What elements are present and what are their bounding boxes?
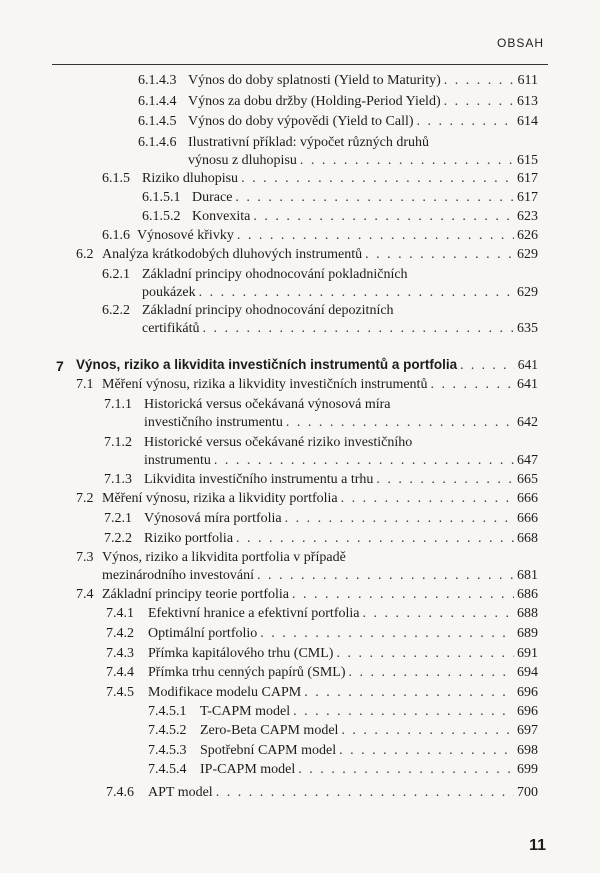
toc-entry[interactable]: 7.4 Základní principy teorie portfolia . . . 686 — [76, 586, 538, 604]
toc-entry[interactable]: 7.2 Měření výnosu, rizika a likvidity portfolia . . . 666 — [76, 490, 538, 508]
toc-entry[interactable]: 7.4.4 Přímka trhu cenných papírů (SML) . . . 694 — [106, 664, 538, 682]
toc-entry[interactable]: 7.4.5.4 IP-CAPM model . . . 699 — [148, 761, 538, 779]
toc-entry[interactable]: 7.4.3 Přímka kapitálového trhu (CML) . . . 691 — [106, 645, 538, 663]
toc-entry[interactable]: 7.4.5.2 Zero-Beta CAPM model . . . 697 — [148, 722, 538, 740]
toc-entry[interactable]: 6.1.5 Riziko dluhopisu . . . 617 — [102, 170, 538, 188]
page-number: 11 — [529, 837, 546, 854]
toc-entry[interactable]: 7.3 Výnos, riziko a likvidita portfolia v případě mezinárodního investování . . . 681 — [76, 549, 538, 585]
toc-entry[interactable]: 6.1.5.1 Durace . . . 617 — [142, 189, 538, 207]
toc-entry[interactable]: 6.2 Analýza krátkodobých dluhových instrumentů . . . 629 — [76, 246, 538, 264]
chapter-number: 7 — [56, 358, 64, 374]
toc-entry[interactable]: 6.1.4.6 Ilustrativní příklad: výpočet různých druhů výnosu z dluhopisu . . . 615 — [138, 134, 538, 170]
toc-entry[interactable]: 7.4.5 Modifikace modelu CAPM . . . 696 — [106, 684, 538, 702]
chapter-heading[interactable]: Výnos, riziko a likvidita investičních instrumentů a portfolia . . . 641 — [76, 356, 538, 374]
toc-entry[interactable]: 6.1.4.5 Výnos do doby výpovědi (Yield to Call) . . . 614 — [138, 113, 538, 131]
toc-entry[interactable]: 7.1 Měření výnosu, rizika a likvidity investičních instrumentů . . . 641 — [76, 376, 538, 394]
toc-entry[interactable]: 6.1.4.3 Výnos do doby splatnosti (Yield to Maturity) . . . 611 — [138, 72, 538, 90]
toc-entry[interactable]: 6.1.4.4 Výnos za dobu držby (Holding-Period Yield) . . . 613 — [138, 93, 538, 111]
toc-entry[interactable]: 7.4.5.3 Spotřební CAPM model . . . 698 — [148, 742, 538, 760]
toc-entry[interactable]: 7.4.6 APT model . . . 700 — [106, 784, 538, 802]
toc-entry[interactable]: 7.2.2 Riziko portfolia . . . 668 — [104, 530, 538, 548]
toc-entry[interactable]: 7.4.2 Optimální portfolio . . . 689 — [106, 625, 538, 643]
toc-entry[interactable]: 7.4.1 Efektivní hranice a efektivní portfolia . . . 688 — [106, 605, 538, 623]
toc-entry[interactable]: 6.2.1 Základní principy ohodnocování pokladničních poukázek . . . 629 — [102, 266, 538, 302]
toc-entry[interactable]: 6.1.5.2 Konvexita . . . 623 — [142, 208, 538, 226]
toc-entry[interactable]: 7.4.5.1 T-CAPM model . . . 696 — [148, 703, 538, 721]
toc-entry[interactable]: 7.1.1 Historická versus očekávaná výnosová míra investičního instrumentu . . . 642 — [104, 396, 538, 432]
toc-entry[interactable]: 6.2.2 Základní principy ohodnocování depozitních certifikátů . . . 635 — [102, 302, 538, 338]
toc-entry[interactable]: 7.1.3 Likvidita investičního instrumentu a trhu . . . 665 — [104, 471, 538, 489]
toc-entry[interactable]: 7.1.2 Historické versus očekávané riziko investičního instrumentu . . . 647 — [104, 434, 538, 470]
toc-entry[interactable]: 6.1.6 Výnosové křivky . . . 626 — [102, 227, 538, 245]
running-header: OBSAH — [496, 36, 544, 50]
toc-entry[interactable]: 7.2.1 Výnosová míra portfolia . . . 666 — [104, 510, 538, 528]
